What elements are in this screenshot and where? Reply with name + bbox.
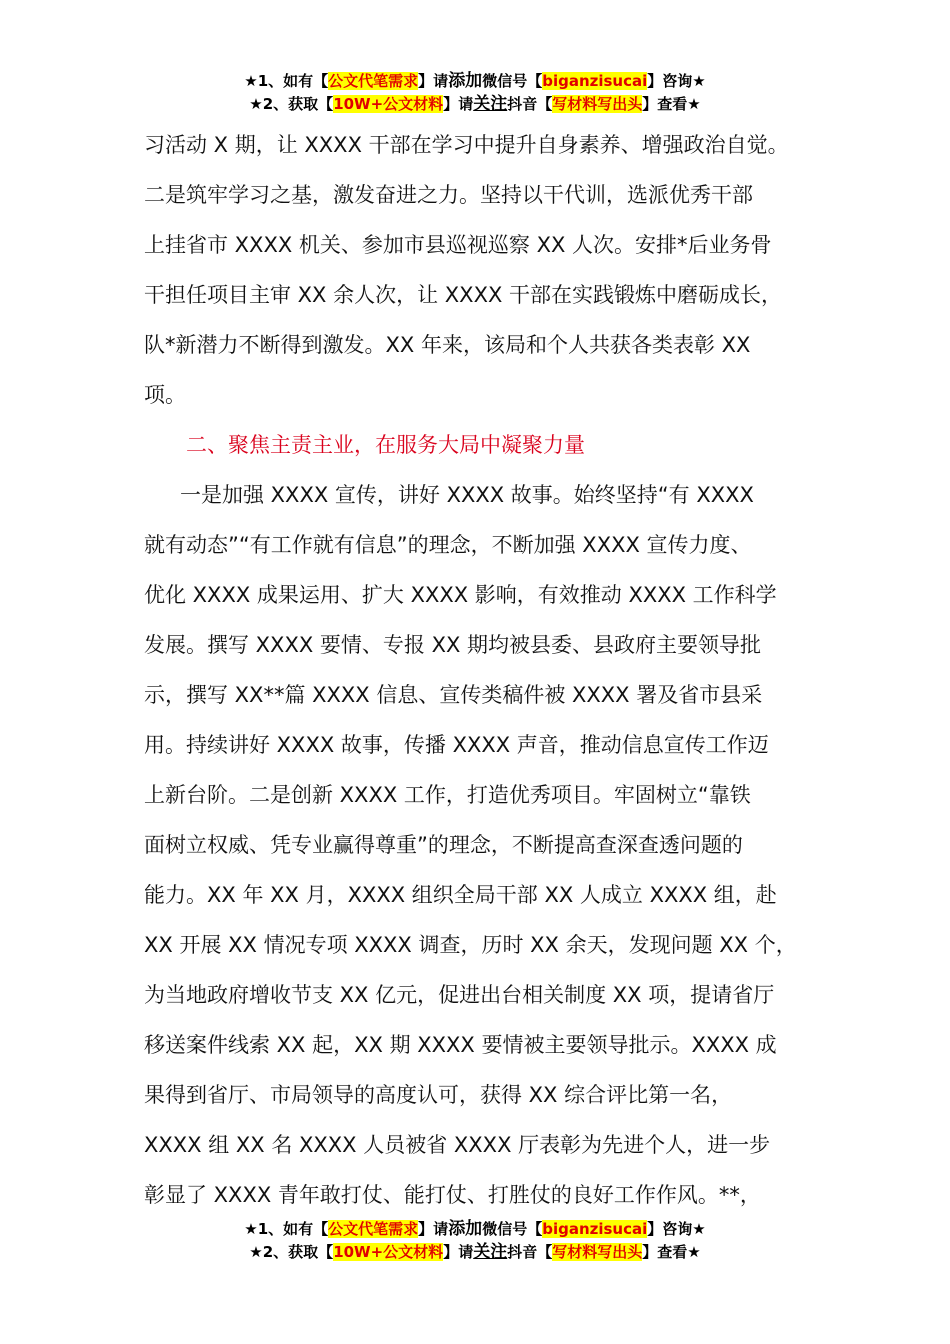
header-banner bbox=[0, 70, 950, 116]
body-line: 就有动态”“有工作就有信息”的理念，不断加强 XXXX 宣传力度、 bbox=[144, 533, 752, 557]
body-line: 队*新潜力不断得到激发。XX 年来，该局和个人共获各类表彰 XX bbox=[144, 333, 751, 357]
banner-line-2: ★2、获取【10W+公文材料】请关注抖音【写材料写出头】查看★ bbox=[249, 94, 701, 114]
banner-line-2: ★2、获取【10W+公文材料】请关注抖音【写材料写出头】查看★ bbox=[249, 1242, 701, 1262]
body-line: 发展。撰写 XXXX 要情、专报 XX 期均被县委、县政府主要领导批 bbox=[144, 633, 762, 657]
body-line: 一是加强 XXXX 宣传，讲好 XXXX 故事。始终坚持“有 XXXX bbox=[180, 483, 754, 507]
body-line: 项。 bbox=[144, 383, 186, 407]
banner-highlight: 10W+公文材料 bbox=[333, 95, 444, 113]
body-line: 果得到省厅、市局领导的高度认可，获得 XX 综合评比第一名， bbox=[144, 1083, 733, 1107]
body-line: 能力。XX 年 XX 月，XXXX 组织全局干部 XX 人成立 XXXX 组，赴 bbox=[144, 883, 777, 907]
body-line: 用。持续讲好 XXXX 故事，传播 XXXX 声音，推动信息宣传工作迈 bbox=[144, 733, 769, 757]
body-line: 示，撰写 XX**篇 XXXX 信息、宣传类稿件被 XXXX 署及省市县采 bbox=[144, 683, 763, 707]
document-body bbox=[144, 120, 824, 1220]
banner-line-1: ★1、如有【公文代笔需求】请添加微信号【biganzisucai】咨询★ bbox=[244, 71, 706, 91]
body-line: XXXX 组 XX 名 XXXX 人员被省 XXXX 厅表彰为先进个人，进一步 bbox=[144, 1133, 771, 1157]
banner-highlight: 公文代笔需求 bbox=[328, 72, 419, 90]
banner-highlight: 10W+公文材料 bbox=[333, 1243, 444, 1261]
body-line: 干担任项目主审 XX 余人次，让 XXXX 干部在实践锻炼中磨砺成长， bbox=[144, 283, 783, 307]
douyin-id: 写材料写出头 bbox=[552, 1243, 643, 1261]
wechat-id: biganzisucai bbox=[542, 72, 648, 90]
body-line: 面树立权威、凭专业赢得尊重”的理念，不断提高查深查透问题的 bbox=[144, 833, 743, 857]
douyin-id: 写材料写出头 bbox=[552, 95, 643, 113]
banner-highlight: 公文代笔需求 bbox=[328, 1220, 419, 1238]
body-line: 彰显了 XXXX 青年敢打仗、能打仗、打胜仗的良好工作作风。**， bbox=[144, 1183, 761, 1207]
body-line: 习活动 X 期，让 XXXX 干部在学习中提升自身素养、增强政治自觉。 bbox=[144, 133, 789, 157]
body-line: XX 开展 XX 情况专项 XXXX 调查，历时 XX 余天，发现问题 XX 个， bbox=[144, 933, 797, 957]
body-line: 上新台阶。二是创新 XXXX 工作，打造优秀项目。牢固树立“靠铁 bbox=[144, 783, 751, 807]
body-line: 上挂省市 XXXX 机关、参加市县巡视巡察 XX 人次。安排*后业务骨 bbox=[144, 233, 772, 257]
body-line: 优化 XXXX 成果运用、扩大 XXXX 影响，有效推动 XXXX 工作科学 bbox=[144, 583, 777, 607]
body-line: 二是筑牢学习之基，激发奋进之力。坚持以干代训，选派优秀干部 bbox=[144, 183, 753, 207]
section-heading: 二、聚焦主责主业，在服务大局中凝聚力量 bbox=[186, 433, 585, 457]
footer-banner bbox=[0, 1218, 950, 1264]
wechat-id: biganzisucai bbox=[542, 1220, 648, 1238]
banner-line-1: ★1、如有【公文代笔需求】请添加微信号【biganzisucai】咨询★ bbox=[244, 1219, 706, 1239]
body-line: 为当地政府增收节支 XX 亿元，促进出台相关制度 XX 项，提请省厅 bbox=[144, 983, 775, 1007]
body-line: 移送案件线索 XX 起，XX 期 XXXX 要情被主要领导批示。XXXX 成 bbox=[144, 1033, 777, 1057]
